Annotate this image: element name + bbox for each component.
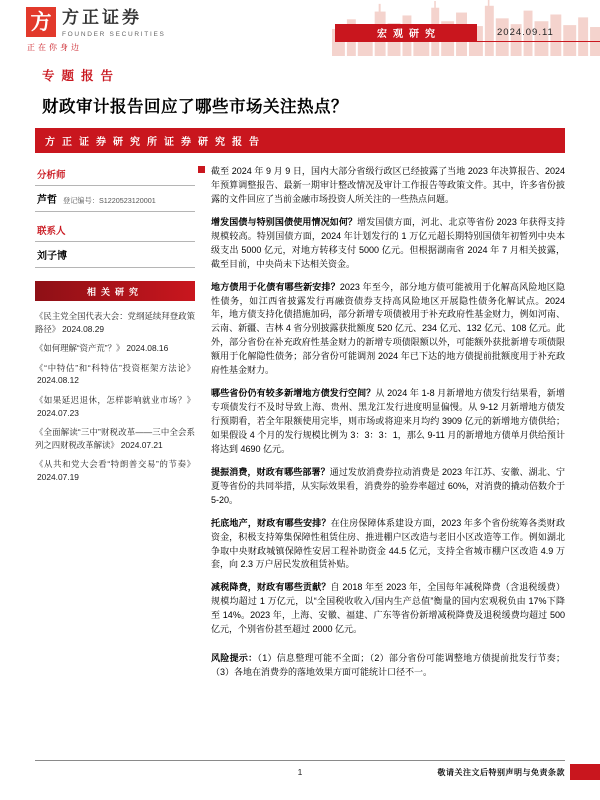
brand-name-cn: 方正证券: [62, 8, 142, 27]
brand-text: [62, 7, 166, 38]
report-body: [211, 165, 565, 689]
section-body: 在住房保障体系建设方面，2023 年多个省份统筹各类财政资金，积极支持筹集保障性租赁住房、推进棚户区改造与老旧小区改造等工作。例如湖北争取中央财政城镇保障性安居工程补助资金 44.5 亿元，支持全省城市棚户区改造 4.9 万套，向 2.3 万户居民发放租赁补贴。: [211, 517, 565, 570]
related-date: 2024.08.29: [62, 323, 105, 334]
analyst-name: 芦哲: [37, 195, 57, 206]
related-research-header: 相关研究: [35, 281, 195, 301]
related-item: [35, 394, 195, 419]
related-date: 2024.07.23: [37, 407, 79, 418]
brand-name-en: FOUNDER SECURITIES: [62, 30, 166, 38]
contact-row: [35, 242, 195, 268]
footer-red-flag: [570, 764, 600, 780]
related-item: [35, 362, 195, 387]
related-date: 2024.07.19: [37, 472, 79, 483]
contact-name: 刘子博: [37, 251, 67, 262]
report-title: 财政审计报告回应了哪些市场关注热点？: [42, 98, 348, 116]
category-label: 宏观研究: [377, 29, 441, 40]
contact-label: 联系人: [35, 221, 195, 242]
related-title: 《全面解读“三中”财税改革——三中全会系列之四财税改革解读》: [35, 427, 195, 450]
related-item: [35, 310, 195, 335]
related-title: 《从共和党大会看“特朗普交易”的节奏》: [35, 459, 195, 470]
section-paragraph: [211, 466, 565, 508]
section-body: 2023 年至今，部分地方债可能被用于化解高风险地区隐性债务，如江西省披露发行再融资债券支持高风险地区开展隐性债务化解试点。2024 年，地方债支持化债措施加码，部分新增专项债被用于补充政府性基金财力，例如河南、云南、新疆、吉林 4 省分别披露获批额度 520 亿元、234 亿元、132 亿元、108 亿元。此外，部分省份在补充政府性基金财力的新增专项债限额以外，可能额外获批新增专项债限额用于化解隐性债务；部分省份可能调剂 2024 年已下达的地方债提前批额度用于补充政府性基金财力。: [211, 281, 565, 376]
intro-paragraph: 截至 2024 年 9 月 9 日，国内大部分省级行政区已经披露了当地 2023 年决算报告、2024 年预算调整报告、最新一期审计整改情况及审计工作报告等政策文件。其中，许多省份披露的文件回应了当前金融市场投资人所关注的一些热点问题。: [211, 166, 565, 204]
sidebar: [35, 165, 195, 689]
risk-body: （1）信息整理可能不全面；（2）部分省份可能调整地方债提前批发行节奏；（3）各地在消费券的落地效果方面可能统计口径不一。: [211, 653, 565, 678]
related-date: 2024.08.12: [37, 375, 79, 386]
page-number: 1: [297, 767, 303, 777]
section-heading: 增发国债与特别国债使用情况如何？: [211, 216, 358, 227]
report-type-label: 专题报告: [42, 69, 121, 83]
section-paragraph: [211, 281, 565, 379]
founder-logo-icon: 方: [26, 7, 56, 37]
related-title: 《如何理解“资产荒”？》: [35, 343, 125, 354]
related-title: 《民主党全国代表大会：党纲延续拜登政策路径》: [35, 311, 195, 334]
footer-divider: [35, 760, 565, 761]
brand-logo: [26, 7, 166, 53]
institute-banner: 方正证券研究所证券研究报告: [35, 128, 565, 153]
section-body: 从 2024 年 1-8 月新增地方债发行结果看，新增专项债发行不及时导致上海、贵州、黑龙江发行进度明显偏慢。从 9-12 月新增地方债发行预期看，若全年限额使用完毕，则市场或将迎来月均约 3909 亿元的新增地方债供给；如果假设 4 个月的发行规模比例为 3：3：3：1，那么 9-11 月的新增地方债单月供给预计将达到 4690 亿元。: [211, 388, 565, 454]
content-area: [35, 165, 565, 689]
related-title: 《如果延迟退休，怎样影响就业市场？》: [35, 395, 195, 406]
section-paragraph: [211, 581, 565, 637]
category-date-bar: [335, 24, 600, 42]
page-header: [0, 0, 600, 58]
red-square-marker: [198, 166, 205, 173]
related-item: [35, 342, 195, 355]
title-block: [42, 66, 600, 117]
analyst-label: 分析师: [35, 165, 195, 186]
page-footer: [0, 760, 600, 778]
category-badge: [335, 24, 477, 41]
related-item: [35, 426, 195, 451]
analyst-row: [35, 186, 195, 212]
report-date: 2024.09.11: [497, 27, 554, 38]
related-item: [35, 458, 195, 483]
brand-slogan: 正在你身边: [27, 42, 82, 52]
section-body: 增发国债方面，河北、北京等省份 2023 年获得支持规模较高。特别国债方面，2024 年计划发行的 1 万亿元超长期特别国债年初暂列中央本级支出 5000 亿元，对地方转移支付 5000 亿元。但根据湖南省 2024 年 7 月相关披露，截至目前，中央尚未下达相关资金。: [211, 216, 565, 269]
section-paragraph: [211, 517, 565, 573]
section-paragraph: [211, 387, 565, 457]
section-heading: 提振消费，财政有哪些部署？: [211, 466, 330, 477]
related-date: 2024.08.16: [126, 343, 169, 354]
section-body: 自 2018 年至 2023 年，全国每年减税降费（含退税缓费）规模均超过 1 万亿元，以“全国税收收入/国内生产总值”衡量的国内宏观税负由 17%下降至 14%。2023 年，上海、安徽、福建、广东等省份新增减税降费及退税缓费均超过 500 亿元，个别省份甚至超过 2000 亿元。: [211, 582, 565, 635]
section-paragraph: [211, 216, 565, 272]
section-heading: 托底地产，财政有哪些安排？: [211, 517, 331, 528]
related-title: 《“中特估”和“科特估”投资框架方法论》: [35, 362, 195, 373]
disclaimer-note: 敬请关注文后特别声明与免责条款: [437, 767, 565, 777]
risk-label: 风险提示：: [211, 653, 258, 664]
section-body: 通过发放消费券拉动消费是 2023 年江苏、安徽、湖北、宁夏等省份的共同举措，从实际效果看，消费券的验券率超过 60%，对消费的撬动倍数介于 5-20。: [211, 466, 565, 505]
section-heading: 减税降费，财政有哪些贡献？: [211, 582, 331, 593]
section-heading: 哪些省份仍有较多新增地方债发行空间？: [211, 388, 376, 399]
risk-paragraph: [211, 652, 565, 680]
related-research-list: [35, 310, 195, 484]
analyst-id: 登记编号：S1220523120001: [63, 196, 156, 205]
related-date: 2024.07.21: [120, 439, 163, 450]
section-heading: 地方债用于化债有哪些新安排？: [211, 281, 340, 292]
